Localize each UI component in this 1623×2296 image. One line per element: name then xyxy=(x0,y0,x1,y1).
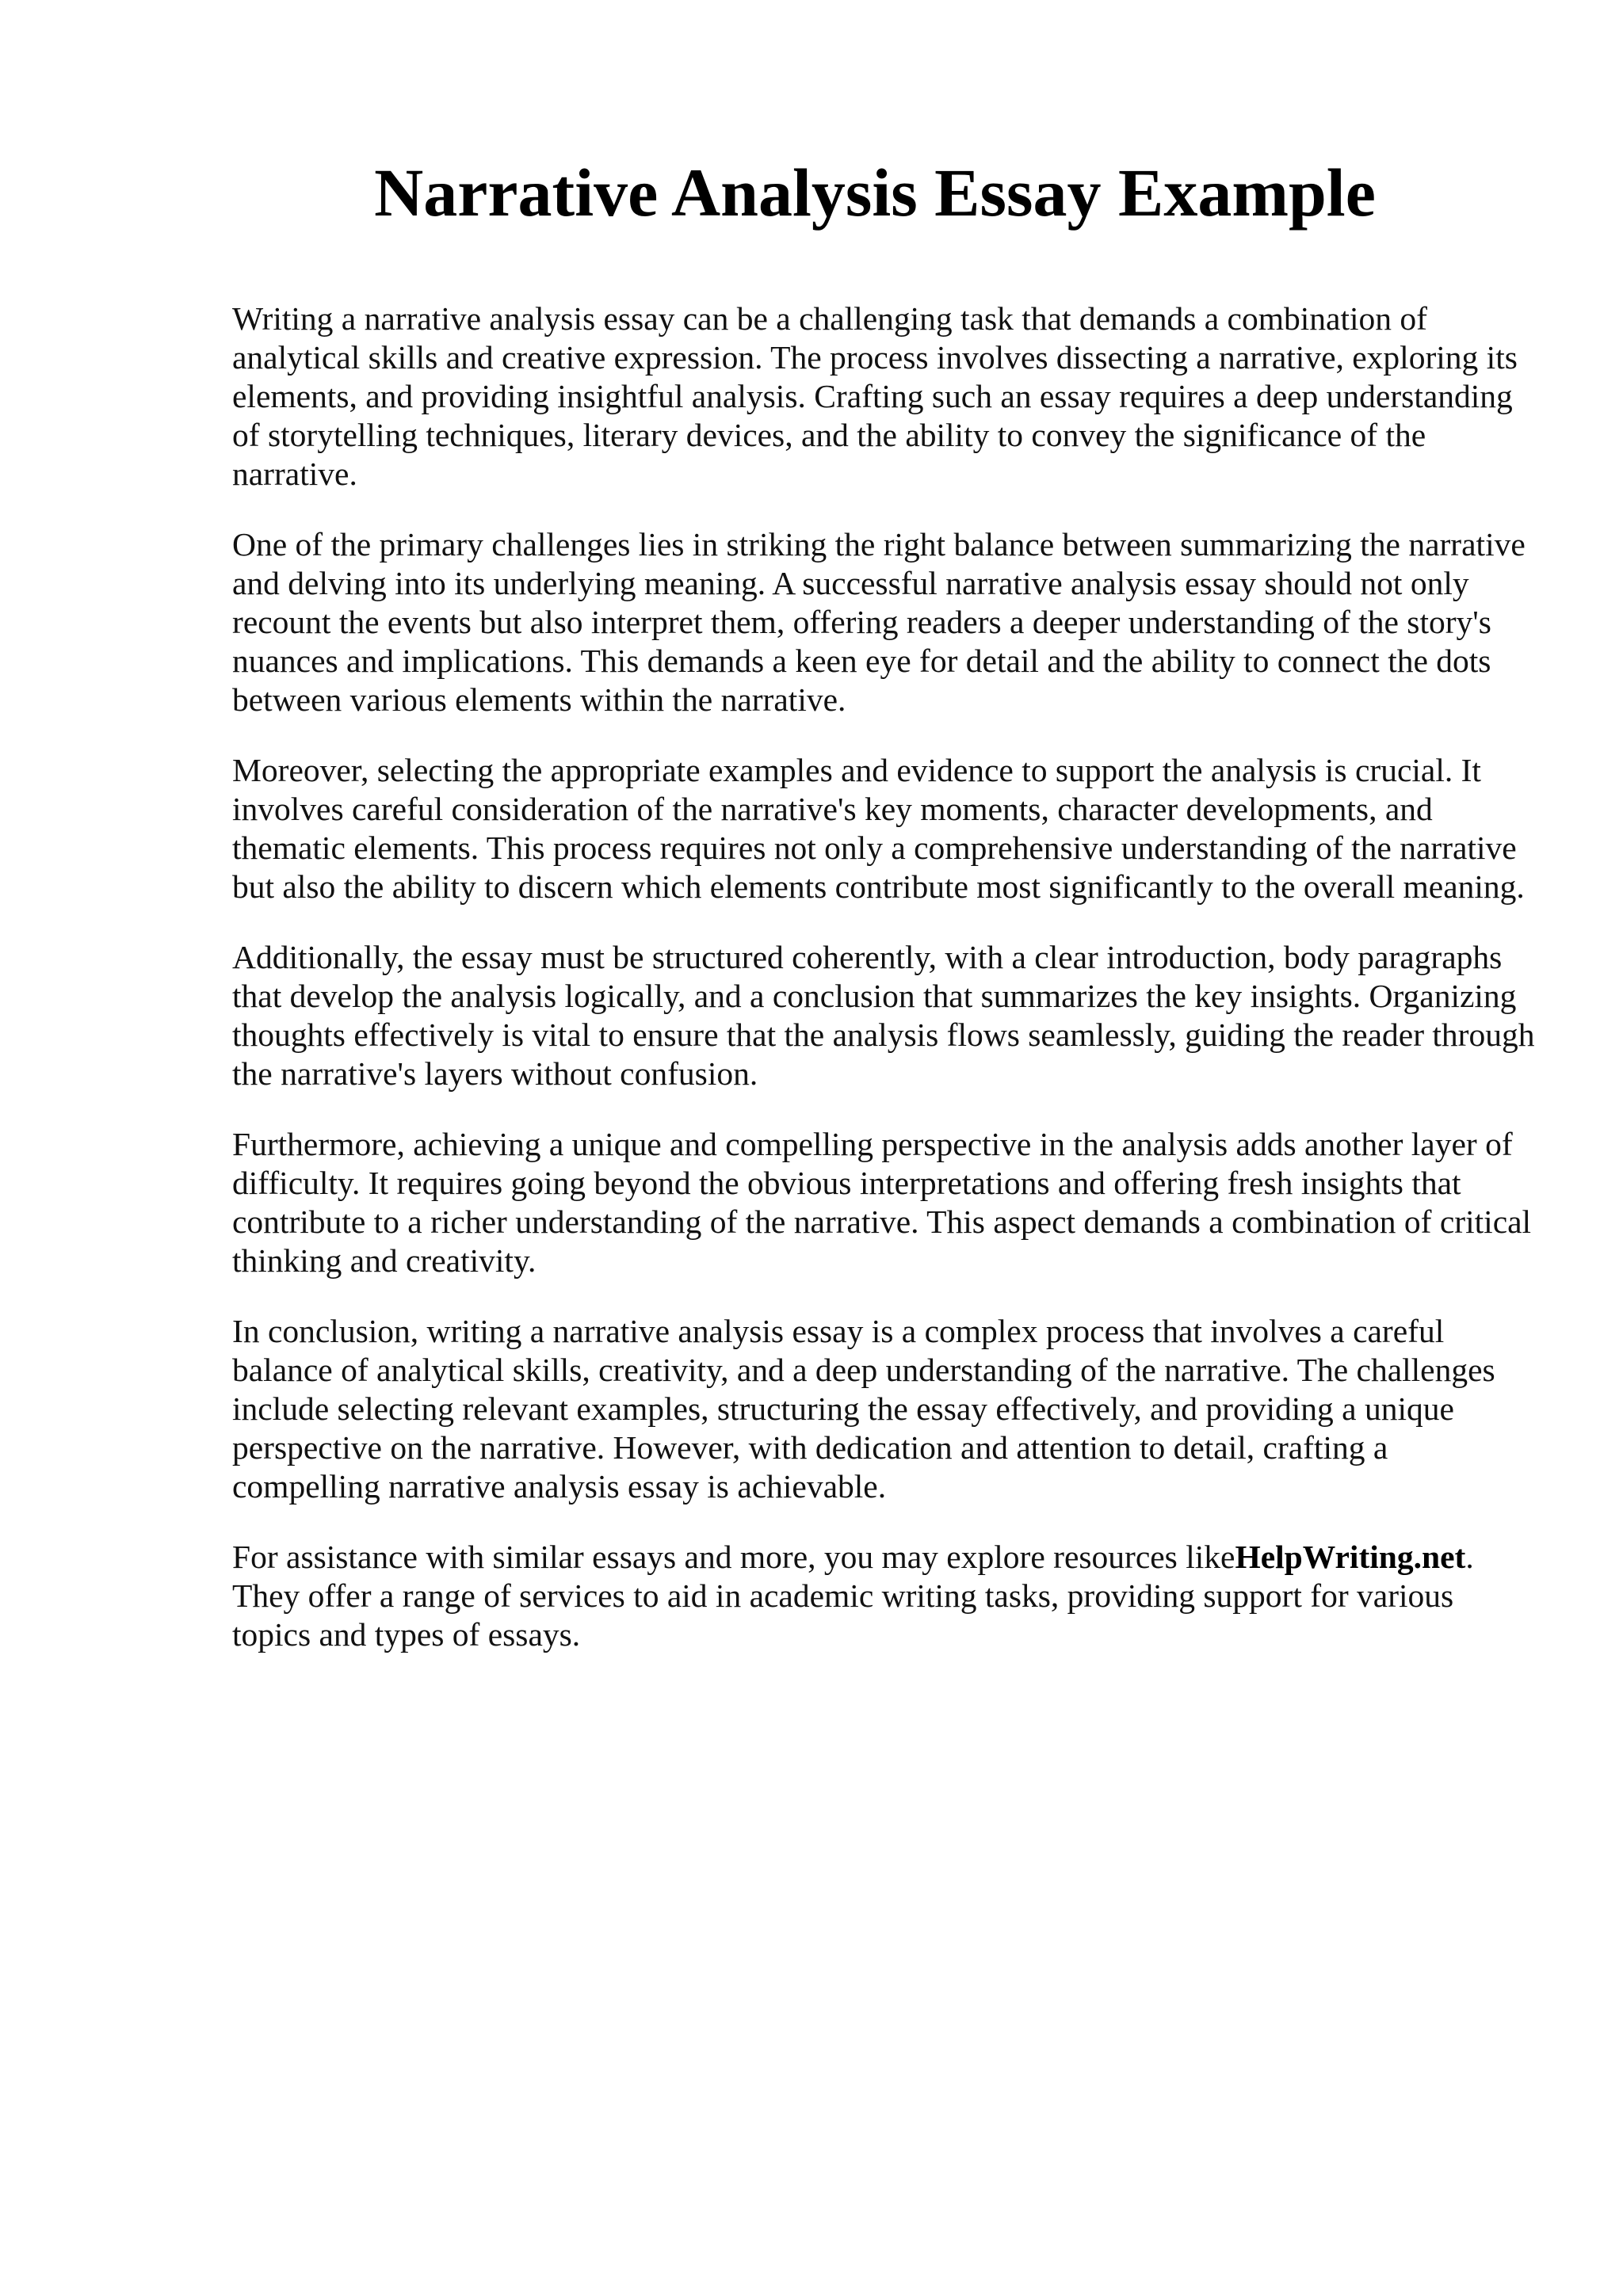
closing-text-end: . They offer a range of services to aid in academic writing tasks, providing support for various topics and types of essays. xyxy=(232,1539,1474,1653)
closing-paragraph xyxy=(232,1538,1540,1654)
paragraph-6: In conclusion, writing a narrative analysis essay is a complex process that involves a careful balance of analytical skills, creativity, and a deep understanding of the narrative. The challenges include selecting relevant examples, structuring the essay effectively, and providing a unique perspective on the narrative. However, with dedication and attention to detail, crafting a compelling narrative analysis essay is achievable. xyxy=(232,1313,1495,1505)
paragraph-4: Additionally, the essay must be structured coherently, with a clear introduction, body paragraphs that develop the analysis logically, and a conclusion that summarizes the key insights. Organizing thoughts effectively is vital to ensure that the analysis flows seamlessly, guiding the reader through the narrative's layers without confusion. xyxy=(232,939,1535,1092)
paragraph-5: Furthermore, achieving a unique and compelling perspective in the analysis adds another layer of difficulty. It requires going beyond the obvious interpretations and offering fresh insights that contribute to a richer understanding of the narrative. This aspect demands a combination of critical thinking and creativity. xyxy=(232,1126,1532,1279)
paragraph-2: One of the primary challenges lies in striking the right balance between summarizing the narrative and delving into its underlying meaning. A successful narrative analysis essay should not only recount the events but also interpret them, offering readers a deeper understanding of the story's nuances and implications. This demands a keen eye for detail and the ability to connect the dots between various elements within the narrative. xyxy=(232,526,1526,718)
paragraph-1: Writing a narrative analysis essay can be a challenging task that demands a combination of analytical skills and creative expression. The process involves dissecting a narrative, exploring its elements, and providing insightful analysis. Crafting such an essay requires a deep understanding of storytelling techniques, literary devices, and the ability to convey the significance of the narrative. xyxy=(232,300,1518,492)
brand-name: HelpWriting.net xyxy=(1235,1539,1466,1575)
essay-body xyxy=(232,299,1540,1686)
closing-text-start: For assistance with similar essays and more, you may explore resources like xyxy=(232,1539,1235,1575)
page-title: Narrative Analysis Essay Example xyxy=(374,154,1376,231)
paragraph-3: Moreover, selecting the appropriate examples and evidence to support the analysis is crucial. It involves careful consideration of the narrative's key moments, character developments, and thematic elements. This process requires not only a comprehensive understanding of the narrative but also the ability to discern which elements contribute most significantly to the overall meaning. xyxy=(232,752,1525,905)
